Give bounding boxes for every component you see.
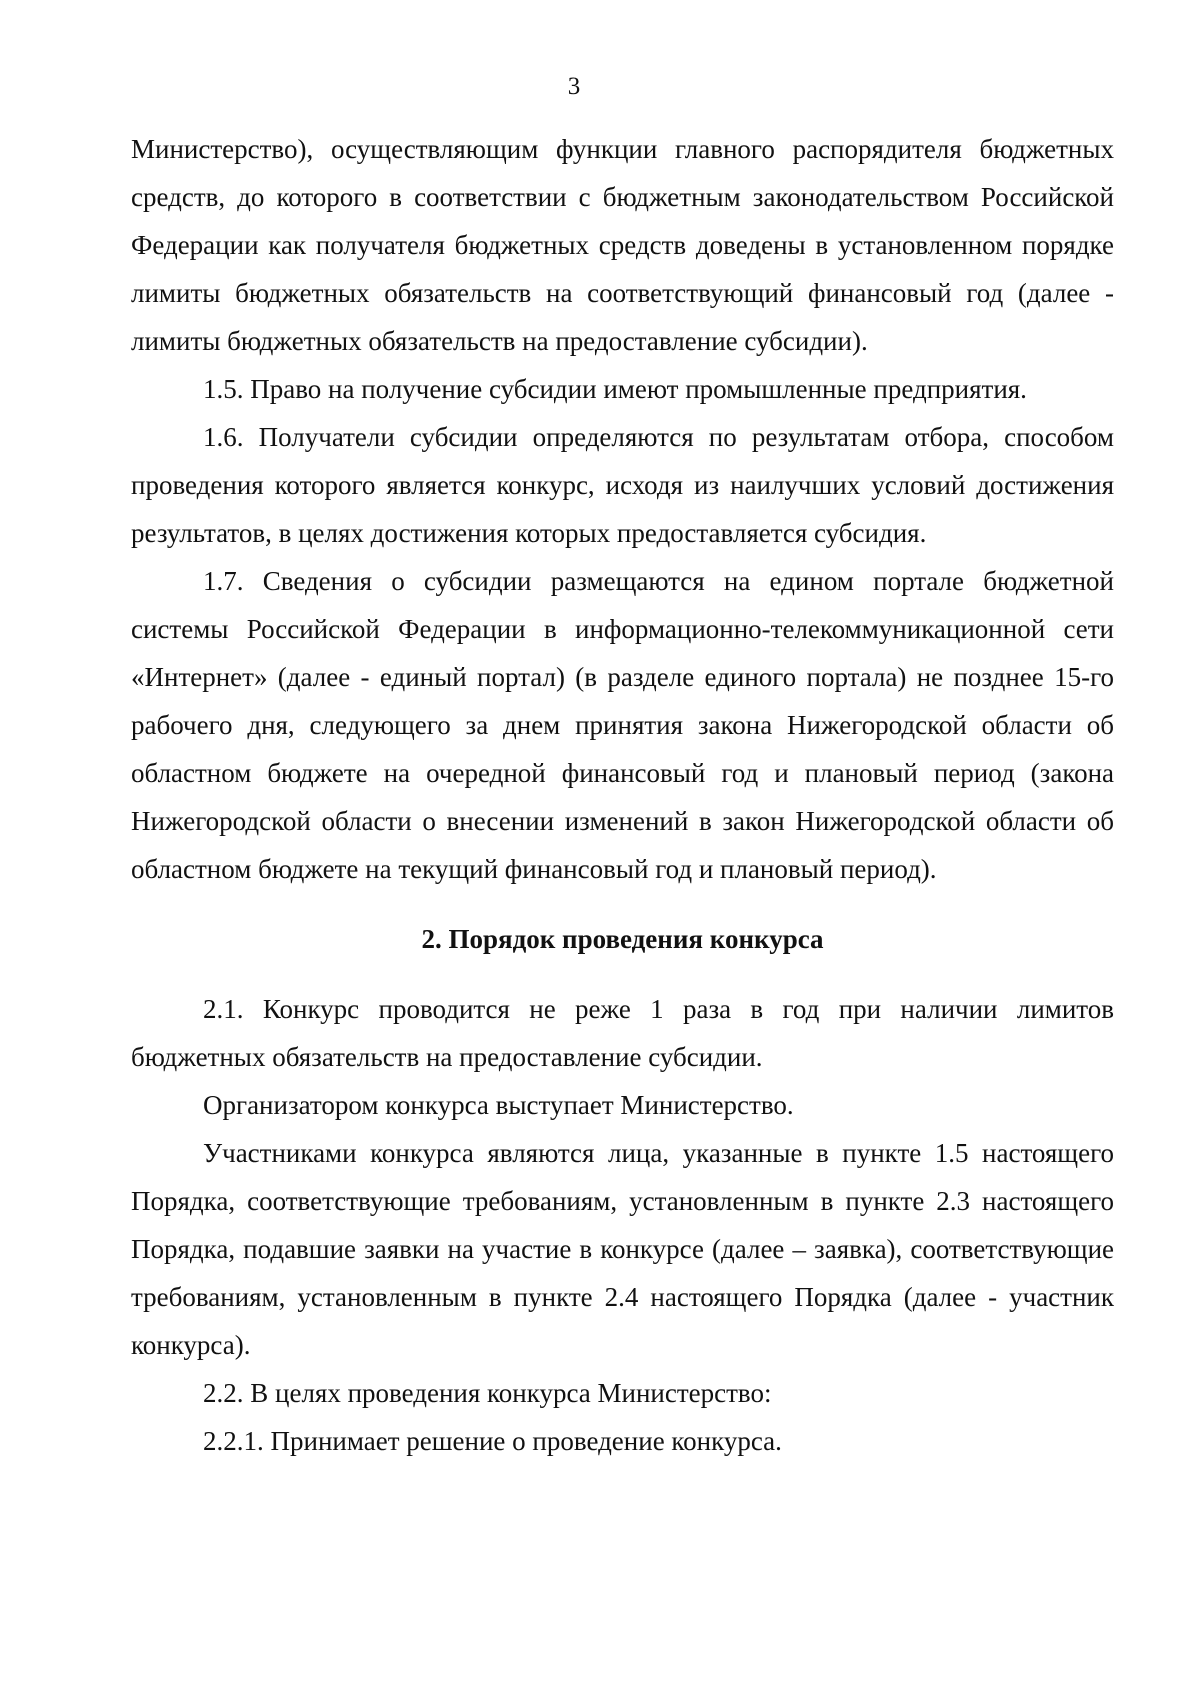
paragraph-organizer: Организатором конкурса выступает Министерство.	[203, 1090, 794, 1120]
paragraph-1-5: 1.5. Право на получение субсидии имеют промышленные предприятия.	[203, 374, 1027, 404]
paragraph-2-2: 2.2. В целях проведения конкурса Министерство:	[203, 1378, 772, 1408]
paragraph-2-1: 2.1. Конкурс проводится не реже 1 раза в год при наличии лимитов бюджетных обязательств на предоставление субсидии.	[131, 994, 1114, 1072]
page-number: 3	[567, 73, 581, 100]
paragraph-ministry-continuation: Министерство), осуществляющим функции главного распорядителя бюджетных средств, до которого в соответствии с бюджетным законодательством Российской Федерации как получателя бюджетных средств доведены в установленном порядке лимиты бюджетных обязательств на соответствующий финансовый год (далее - лимиты бюджетных обязательств на предоставление субсидии).	[131, 134, 1114, 356]
paragraph-participants: Участниками конкурса являются лица, указанные в пункте 1.5 настоящего Порядка, соответствующие требованиям, установленным в пункте 2.3 настоящего Порядка, подавшие заявки на участие в конкурсе (далее – заявка), соответствующие требованиям, установленным в пункте 2.4 настоящего Порядка (далее - участник конкурса).	[131, 1138, 1114, 1360]
paragraph-1-6: 1.6. Получатели субсидии определяются по результатам отбора, способом проведения которого является конкурс, исходя из наилучших условий достижения результатов, в целях достижения которых предоставляется субсидия.	[131, 422, 1114, 548]
section-heading: 2. Порядок проведения конкурса	[421, 924, 824, 954]
paragraph-2-2-1: 2.2.1. Принимает решение о проведение конкурса.	[203, 1426, 782, 1456]
paragraph-1-7: 1.7. Сведения о субсидии размещаются на едином портале бюджетной системы Российской Федерации в информационно-телекоммуникационной сети «Интернет» (далее - единый портал) (в разделе единого портала) не позднее 15-го рабочего дня, следующего за днем принятия закона Нижегородской области об областном бюджете на очередной финансовый год и плановый период (закона Нижегородской области о внесении изменений в закон Нижегородской области об областном бюджете на текущий финансовый год и плановый период).	[131, 566, 1114, 884]
document-body	[131, 125, 1114, 1465]
